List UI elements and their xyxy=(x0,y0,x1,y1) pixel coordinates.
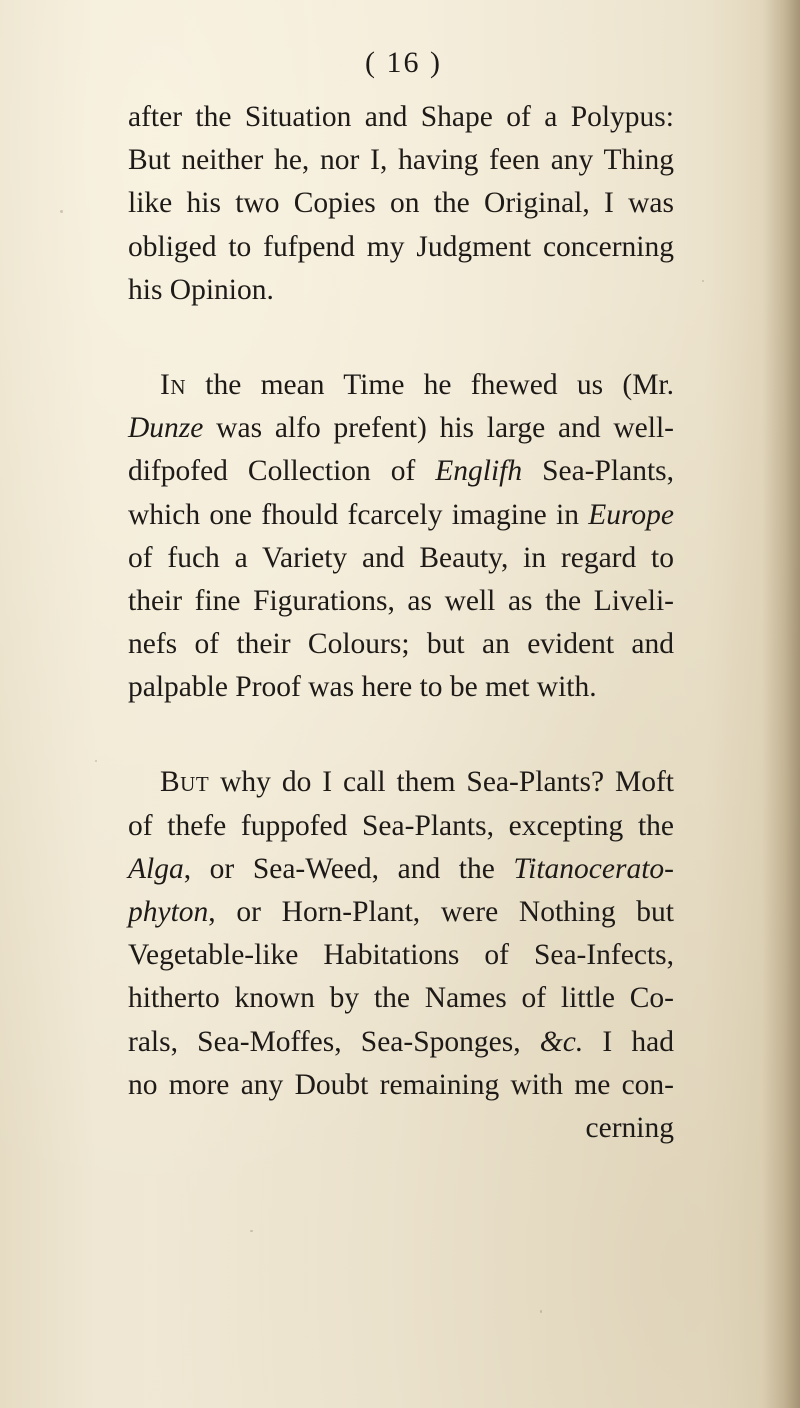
text-run: which one fhould fcarcely imagine in xyxy=(128,498,589,531)
text-run: , or Horn-Plant, were Nothing but xyxy=(208,896,674,928)
text-line: their fine Figurations, as well as the Liveli- xyxy=(128,584,674,617)
italic-word: phyton xyxy=(128,896,209,928)
text-run: rals, Sea-Moffes, Sea-Sponges, xyxy=(128,1025,540,1058)
paper-speck xyxy=(540,1310,542,1313)
text-run: the mean Time he fhewed us (Mr. xyxy=(186,368,674,401)
italic-word: Englifh xyxy=(435,455,523,488)
text-line: after the Situation and Shape of a Polypus: xyxy=(128,101,674,133)
text-line xyxy=(128,761,674,804)
text-line: like his two Copies on the Original, I was xyxy=(128,187,674,220)
text-line xyxy=(128,494,674,537)
paragraph-gap xyxy=(128,709,674,761)
text-line xyxy=(128,450,674,493)
text-line xyxy=(128,364,674,407)
text-line: Vegetable-like Habitations of Sea-Infects, xyxy=(128,939,674,972)
text-line xyxy=(128,848,674,891)
paper-speck xyxy=(250,1230,253,1232)
page-number: ( 16 ) xyxy=(365,46,442,79)
italic-word: Alga xyxy=(128,852,184,885)
text-line: hitherto known by the Names of little Co- xyxy=(128,982,674,1015)
catchword: cerning xyxy=(585,1111,674,1144)
text-line xyxy=(128,407,674,450)
text-line: no more any Doubt remaining with me con- xyxy=(128,1068,674,1101)
text-line: nefs of their Colours; but an evident and xyxy=(128,628,674,661)
text-line: obliged to fufpend my Judgment concerning xyxy=(128,230,674,263)
text-run: I had xyxy=(583,1025,675,1058)
small-caps-word: But xyxy=(160,766,210,799)
text-run: was alfo prefent) his large and well- xyxy=(203,412,674,445)
text-line: of thefe fuppofed Sea-Plants, excepting the xyxy=(128,809,674,842)
text-run: Sea-Plants, xyxy=(522,455,674,488)
small-caps-word: In xyxy=(160,368,186,401)
text-run: , or Sea-Weed, and the xyxy=(183,852,514,885)
text-line: But neither he, nor I, having feen any Thing xyxy=(128,144,674,177)
text-line xyxy=(128,891,674,934)
text-line: palpable Proof was here to be met with. xyxy=(128,671,597,704)
italic-name: Dunze xyxy=(128,412,204,445)
italic-word: Titanocerato- xyxy=(513,852,674,885)
text-line: of fuch a Variety and Beauty, in regard to xyxy=(128,541,674,574)
text-run: why do I call them Sea-Plants? Moft xyxy=(209,766,674,799)
italic-word: Europe xyxy=(588,498,674,531)
paper-speck xyxy=(60,210,63,213)
text-line xyxy=(128,1021,674,1064)
italic-word: &c. xyxy=(539,1025,584,1058)
text-run: difpofed Collection of xyxy=(128,455,436,488)
body-text xyxy=(128,96,674,1150)
page-edge-shadow xyxy=(762,0,800,1408)
paragraph-gap xyxy=(128,312,674,364)
paper-speck xyxy=(95,760,97,762)
text-line: his Opinion. xyxy=(128,273,274,306)
paper-speck xyxy=(702,280,704,282)
